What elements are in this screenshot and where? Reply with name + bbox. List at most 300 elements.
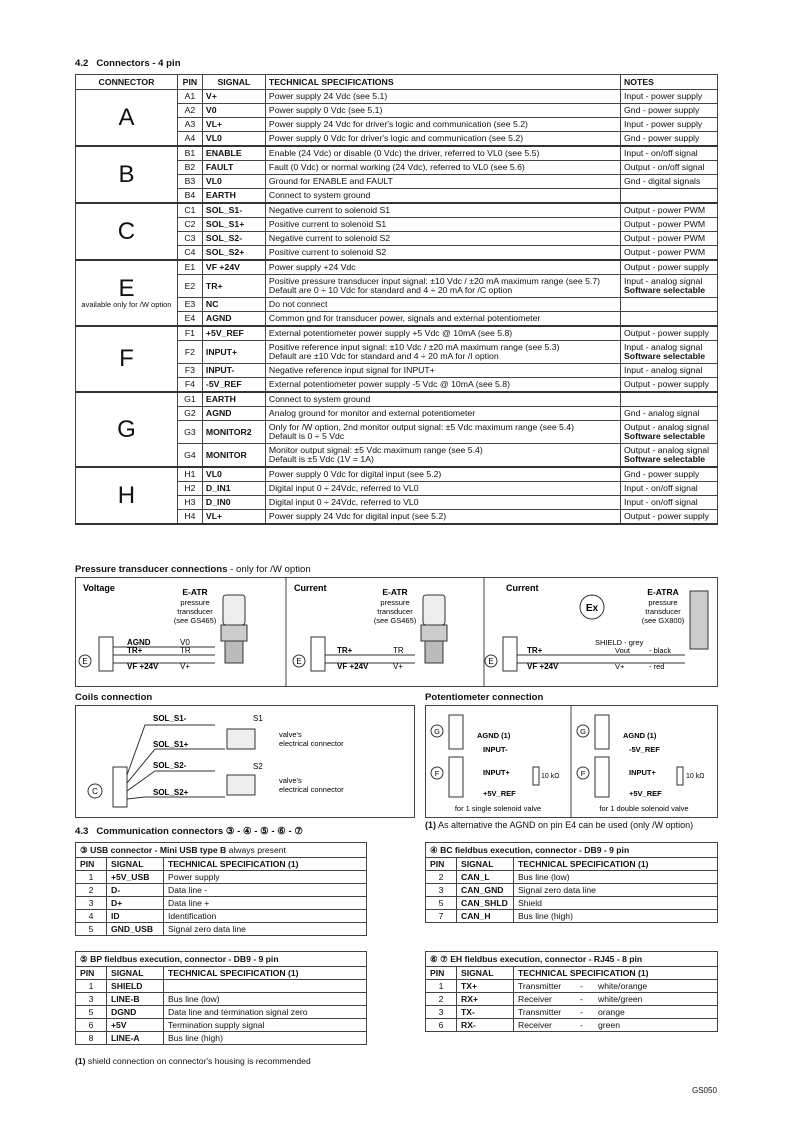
svg-text:Ex: Ex	[585, 603, 599, 614]
pin-cell: E4	[177, 312, 202, 327]
table-row	[426, 871, 718, 884]
pin-cell: B2	[177, 161, 202, 175]
pin-cell: 4	[76, 910, 107, 923]
spec-cell	[265, 341, 620, 364]
svg-text:Vout: Vout	[615, 646, 631, 655]
spec-text: Negative current to solenoid S1	[268, 205, 391, 216]
pin-cell: E2	[177, 275, 202, 298]
spec-cell	[265, 378, 620, 393]
spec-text-2: Default are 0 ÷ 10 Vdc for standard and 4 ÷ 20 mA for /C option	[268, 285, 513, 295]
signal-cell: CAN_H	[457, 910, 514, 923]
table-title: USB connector - Mini USB type B	[90, 844, 227, 855]
signal-cell: MONITOR	[202, 444, 265, 468]
signal-cell: SOL_S1+	[202, 218, 265, 232]
pin-cell: 2	[426, 871, 457, 884]
pin-cell: 3	[426, 884, 457, 897]
notes-cell	[621, 90, 718, 104]
svg-text:10 kΩ: 10 kΩ	[686, 773, 705, 780]
svg-text:G: G	[580, 727, 586, 736]
spec-cell	[265, 218, 620, 232]
connector-letter	[76, 90, 178, 147]
spec-text: Connect to system ground	[268, 190, 371, 201]
spec-cell	[265, 275, 620, 298]
svg-text:valve's: valve's	[279, 730, 302, 739]
svg-text:Current: Current	[294, 583, 327, 593]
connector-letter-text: H	[117, 481, 136, 509]
svg-text:Current: Current	[506, 583, 539, 593]
pin-cell: G1	[177, 392, 202, 407]
svg-text:C: C	[92, 787, 98, 796]
spec-text: Positive reference input signal: ±10 Vdc / ±20 mA maximum range (see 5.3)	[268, 342, 560, 353]
pin-cell: F4	[177, 378, 202, 393]
spec-cell: Power supply	[164, 871, 367, 884]
notes-text: Input - analog signal	[624, 365, 703, 376]
spec-cell	[265, 421, 620, 444]
page-code: GS050	[692, 1086, 717, 1095]
notes-cell	[621, 341, 718, 364]
signal-cell: EARTH	[202, 392, 265, 407]
notes-text: Output - power supply	[624, 262, 709, 273]
spec-cell: Data line +	[164, 897, 367, 910]
svg-text:VF +24V: VF +24V	[337, 662, 369, 671]
spec-text: Positive current to solenoid S2	[268, 247, 387, 258]
signal-cell: EARTH	[202, 189, 265, 204]
pin-cell: 6	[76, 1019, 107, 1032]
svg-text:INPUT-: INPUT-	[483, 745, 508, 754]
table-row	[426, 910, 718, 923]
pin-cell: H2	[177, 482, 202, 496]
spec-cell	[265, 482, 620, 496]
spec-cell	[265, 392, 620, 407]
current-panel-2	[485, 583, 708, 671]
signal-cell: D_IN0	[202, 496, 265, 510]
column-header: CONNECTOR	[76, 75, 178, 90]
spec-cell	[265, 161, 620, 175]
coils-diagram	[75, 705, 415, 818]
notes-text-2: Software selectable	[624, 285, 706, 295]
spec-cell: Shield	[514, 897, 718, 910]
table-title: EH fieldbus execution, connector - RJ45 - 8 pin	[450, 953, 643, 964]
spec-text: Ground for ENABLE and FAULT	[268, 176, 393, 187]
column-header: TECHNICAL SPECIFICATIONS	[265, 75, 620, 90]
spec-cell	[265, 260, 620, 275]
notes-text: Input - on/off signal	[624, 148, 698, 159]
pin-cell: G3	[177, 421, 202, 444]
column-header: SIGNAL	[457, 858, 514, 871]
spec-text: Positive pressure transducer input signal: ±10 Vdc / ±20 mA maximum range (see 5.7)	[268, 276, 601, 287]
section-4-3-title: 4.3 Communication connectors ③ - ④ - ⑤ - ⑥ - ⑦	[75, 826, 303, 837]
spec-text: External potentiometer power supply -5 Vdc @ 10mA (see 5.8)	[268, 379, 511, 390]
potentiometer-diagram	[425, 705, 718, 818]
eh-table	[425, 951, 718, 1032]
table-caption	[76, 843, 367, 858]
svg-text:transducer: transducer	[377, 607, 413, 616]
signal-cell: V0	[202, 104, 265, 118]
notes-cell	[621, 467, 718, 482]
pin-cell: C2	[177, 218, 202, 232]
table-caption-row	[426, 952, 718, 967]
table-number: ⑥ ⑦	[430, 953, 448, 964]
svg-text:pressure: pressure	[648, 598, 678, 607]
table-row	[76, 910, 367, 923]
signal-cell: CAN_L	[457, 871, 514, 884]
column-header: SIGNAL	[107, 967, 164, 980]
table-row	[76, 884, 367, 897]
signal-cell: CAN_GND	[457, 884, 514, 897]
signal-cell: +5V_REF	[202, 326, 265, 341]
notes-cell	[621, 421, 718, 444]
signal-cell: SOL_S2+	[202, 246, 265, 261]
notes-text: Output - power PWM	[624, 205, 706, 216]
notes-cell	[621, 146, 718, 161]
pin-cell: B3	[177, 175, 202, 189]
spec-cell	[514, 1006, 718, 1019]
spec-text: Digital input 0 ÷ 24Vdc, referred to VL0	[268, 497, 419, 508]
table-row	[76, 1006, 367, 1019]
spec-cell	[265, 510, 620, 525]
signal-cell: VL0	[202, 175, 265, 189]
spec-color: orange	[598, 1006, 625, 1017]
column-header: SIGNAL	[457, 967, 514, 980]
svg-text:for 1 single solenoid valve: for 1 single solenoid valve	[454, 804, 542, 813]
table-row	[76, 871, 367, 884]
signal-cell: LINE-A	[107, 1032, 164, 1045]
svg-text:SOL_S1+: SOL_S1+	[153, 740, 189, 749]
notes-text: Gnd - digital signals	[624, 176, 701, 187]
signal-cell: RX-	[457, 1019, 514, 1032]
table-row	[76, 980, 367, 993]
spec-cell	[514, 980, 718, 993]
spec-color: white/green	[598, 993, 643, 1004]
svg-text:E-ATRA: E-ATRA	[647, 587, 679, 597]
spec-cell	[265, 203, 620, 218]
pin-cell: F1	[177, 326, 202, 341]
signal-cell: +5V	[107, 1019, 164, 1032]
signal-cell: ENABLE	[202, 146, 265, 161]
notes-text: Gnd - power supply	[624, 133, 700, 144]
spec-text-2: Default is ±5 Vdc (1V = 1A)	[268, 454, 374, 464]
pin-cell: A2	[177, 104, 202, 118]
notes-cell	[621, 378, 718, 393]
table-title: BP fieldbus execution, connector - DB9 - 9 pin	[90, 953, 279, 964]
spec-text: Positive current to solenoid S1	[268, 219, 387, 230]
svg-text:V0: V0	[180, 638, 190, 647]
notes-cell	[621, 312, 718, 327]
usb-table	[75, 842, 367, 936]
svg-text:+5V_REF: +5V_REF	[629, 789, 662, 798]
svg-text:E: E	[488, 657, 494, 666]
signal-cell: AGND	[202, 407, 265, 421]
spec-cell	[265, 444, 620, 468]
column-header: NOTES	[621, 75, 718, 90]
pin-cell: 1	[76, 871, 107, 884]
notes-text: Input - power supply	[624, 91, 703, 102]
table-caption	[426, 952, 718, 967]
pin-cell: A4	[177, 132, 202, 147]
pin-cell: E1	[177, 260, 202, 275]
voltage-panel	[79, 583, 247, 671]
spec-cell	[265, 146, 620, 161]
table-title: BC fieldbus execution, connector - DB9 - 9 pin	[440, 844, 630, 855]
svg-text:valve's: valve's	[279, 776, 302, 785]
column-header: TECHNICAL SPECIFICATION (1)	[514, 967, 718, 980]
spec-text: External potentiometer power supply +5 Vdc @ 10mA (see 5.8)	[268, 328, 513, 339]
signal-cell: +5V_USB	[107, 871, 164, 884]
connector-letter-text: C	[117, 217, 136, 245]
notes-cell	[621, 407, 718, 421]
notes-text: Input - on/off signal	[624, 483, 698, 494]
table-caption-row	[76, 952, 367, 967]
table-row	[76, 993, 367, 1006]
spec-text: Power supply 0 Vdc (see 5.1)	[268, 105, 383, 116]
spec-cell	[265, 496, 620, 510]
pin-cell: 3	[76, 993, 107, 1006]
column-header: TECHNICAL SPECIFICATION (1)	[514, 858, 718, 871]
svg-text:S1: S1	[253, 714, 263, 723]
svg-text:transducer: transducer	[645, 607, 681, 616]
spec-cell	[265, 246, 620, 261]
spec-cell	[514, 1019, 718, 1032]
spec-text: Do not connect	[268, 299, 328, 310]
table-row	[76, 260, 718, 275]
pin-cell: F3	[177, 364, 202, 378]
column-header: TECHNICAL SPECIFICATION (1)	[164, 967, 367, 980]
spec-cell	[265, 312, 620, 327]
spec-cell: Bus line (high)	[164, 1032, 367, 1045]
spec-cell: Bus line (low)	[164, 993, 367, 1006]
connector-letter-text: G	[117, 415, 136, 443]
svg-text:- black: - black	[649, 646, 672, 655]
notes-text: Output - power PWM	[624, 233, 706, 244]
spec-cell	[514, 993, 718, 1006]
spec-text: Negative reference input signal for INPUT+	[268, 365, 435, 376]
header-row	[426, 967, 718, 980]
signal-cell: CAN_SHLD	[457, 897, 514, 910]
pin-cell: 7	[426, 910, 457, 923]
signal-cell: SOL_S2-	[202, 232, 265, 246]
svg-text:F: F	[580, 769, 586, 778]
notes-cell	[621, 104, 718, 118]
table-row	[426, 993, 718, 1006]
svg-text:SHIELD - grey: SHIELD - grey	[595, 638, 644, 647]
spec-dash: -	[580, 1019, 583, 1030]
pressure-transducer-diagram	[75, 577, 718, 687]
column-header: PIN	[76, 967, 107, 980]
spec-text-2: Default are ±10 Vdc for standard and 4 ÷ 20 mA for /I option	[268, 351, 499, 361]
spec-cell	[265, 90, 620, 104]
svg-text:pressure: pressure	[180, 598, 210, 607]
notes-text: Output - power supply	[624, 511, 709, 522]
table-caption	[76, 952, 367, 967]
spec-cell	[265, 298, 620, 312]
table-suffix: always present	[226, 844, 286, 855]
connector-letter-text: A	[118, 103, 135, 131]
spec-text: Power supply 24 Vdc for driver's logic and communication (see 5.2)	[268, 119, 528, 130]
notes-text: Output - analog signal	[624, 422, 710, 433]
notes-cell	[621, 161, 718, 175]
section-4-2-title: 4.2 Connectors - 4 pin	[75, 58, 181, 69]
signal-cell: V+	[202, 90, 265, 104]
notes-text-2: Software selectable	[624, 454, 706, 464]
pin-cell: H3	[177, 496, 202, 510]
signal-cell: SOL_S1-	[202, 203, 265, 218]
signal-cell: TX-	[457, 1006, 514, 1019]
pin-cell: C4	[177, 246, 202, 261]
spec-text: Only for /W option, 2nd monitor output signal: ±5 Vdc maximum range (see 5.4)	[268, 422, 575, 433]
pin-cell: G2	[177, 407, 202, 421]
signal-cell: TX+	[457, 980, 514, 993]
svg-text:AGND (1): AGND (1)	[477, 731, 511, 740]
pin-cell: 3	[76, 897, 107, 910]
spec-color: green	[598, 1019, 620, 1030]
notes-cell	[621, 175, 718, 189]
header-row	[76, 858, 367, 871]
signal-cell: INPUT-	[202, 364, 265, 378]
header-row	[76, 967, 367, 980]
spec-cell: Data line and termination signal zero	[164, 1006, 367, 1019]
pin-cell: F2	[177, 341, 202, 364]
signal-cell: MONITOR2	[202, 421, 265, 444]
column-header: PIN	[177, 75, 202, 90]
spec-cell	[265, 104, 620, 118]
svg-text:G: G	[434, 727, 440, 736]
table-row	[76, 923, 367, 936]
notes-cell	[621, 496, 718, 510]
svg-text:V+: V+	[393, 662, 404, 671]
pin-cell: 5	[426, 897, 457, 910]
svg-text:TR: TR	[180, 646, 191, 655]
notes-cell	[621, 444, 718, 468]
spec-text: Connect to system ground	[268, 394, 371, 405]
svg-text:SOL_S1-: SOL_S1-	[153, 714, 187, 723]
spec-cell: Identification	[164, 910, 367, 923]
table-caption-row	[76, 843, 367, 858]
pin-cell: 1	[76, 980, 107, 993]
notes-cell	[621, 482, 718, 496]
svg-text:(see GS465): (see GS465)	[373, 616, 417, 625]
notes-text: Input - power supply	[624, 119, 703, 130]
signal-cell: D_IN1	[202, 482, 265, 496]
notes-cell	[621, 326, 718, 341]
device-name: E-ATR	[182, 587, 208, 597]
signal-cell: VL0	[202, 467, 265, 482]
svg-text:INPUT+: INPUT+	[629, 768, 656, 777]
svg-text:TR: TR	[393, 646, 404, 655]
svg-text:(see GX800): (see GX800)	[641, 616, 685, 625]
signal-cell: GND_USB	[107, 923, 164, 936]
spec-role: Receiver	[518, 1019, 552, 1030]
spec-text: Power supply +24 Vdc	[268, 262, 356, 273]
svg-text:V+: V+	[180, 662, 191, 671]
connector-letter-text: F	[119, 345, 134, 372]
pin-cell: B1	[177, 146, 202, 161]
table-number: ⑤	[80, 953, 88, 964]
spec-dash: -	[580, 993, 583, 1004]
table-row	[76, 1019, 367, 1032]
signal-cell: TR+	[202, 275, 265, 298]
svg-text:TR+: TR+	[337, 646, 353, 655]
notes-cell	[621, 392, 718, 407]
svg-text:AGND (1): AGND (1)	[623, 731, 657, 740]
spec-text: Power supply 0 Vdc for digital input (see 5.2)	[268, 469, 442, 480]
svg-text:SOL_S2+: SOL_S2+	[153, 788, 189, 797]
column-header: SIGNAL	[107, 858, 164, 871]
footnote: (1) shield connection on connector's housing is recommended	[75, 1056, 311, 1066]
notes-text: Output - power PWM	[624, 219, 706, 230]
spec-text: Monitor output signal: ±5 Vdc maximum range (see 5.4)	[268, 445, 483, 456]
column-header: PIN	[426, 858, 457, 871]
signal-cell: D-	[107, 884, 164, 897]
spec-text: Analog ground for monitor and external potentiometer	[268, 408, 476, 419]
notes-text: Gnd - analog signal	[624, 408, 700, 419]
notes-text: Output - power supply	[624, 328, 709, 339]
column-header: TECHNICAL SPECIFICATION (1)	[164, 858, 367, 871]
pin-cell: E3	[177, 298, 202, 312]
svg-text:TR+: TR+	[127, 646, 143, 655]
table-row	[76, 203, 718, 218]
pin-cell: A3	[177, 118, 202, 132]
table-row	[426, 1019, 718, 1032]
spec-cell	[265, 118, 620, 132]
svg-text:electrical connector: electrical connector	[279, 739, 344, 748]
spec-text: Common gnd for transducer power, signals and external potentiometer	[268, 313, 541, 324]
signal-cell: RX+	[457, 993, 514, 1006]
svg-text:S2: S2	[253, 762, 263, 771]
pin-cell: 2	[76, 884, 107, 897]
connector-letter	[76, 392, 178, 467]
pin-cell: 6	[426, 1019, 457, 1032]
svg-text:INPUT+: INPUT+	[483, 768, 510, 777]
notes-text: Input - on/off signal	[624, 497, 698, 508]
bc-table	[425, 842, 718, 923]
signal-cell: AGND	[202, 312, 265, 327]
svg-text:V+: V+	[615, 662, 625, 671]
agnd-note: (1) As alternative the AGND on pin E4 can be used (only /W option)	[425, 820, 694, 830]
svg-text:(see GS465): (see GS465)	[173, 616, 217, 625]
spec-cell	[265, 364, 620, 378]
spec-cell	[265, 467, 620, 482]
connectors-table	[75, 74, 718, 525]
svg-text:for 1 double solenoid valve: for 1 double solenoid valve	[599, 804, 689, 813]
spec-text: Negative current to solenoid S2	[268, 233, 391, 244]
current-panel-1	[293, 583, 447, 671]
spec-color: white/orange	[598, 980, 648, 991]
spec-cell	[265, 189, 620, 204]
svg-text:- red: - red	[649, 662, 665, 671]
connector-sub: available only for /W option	[81, 300, 172, 310]
spec-text: Digital input 0 ÷ 24Vdc, referred to VL0	[268, 483, 419, 494]
notes-cell	[621, 275, 718, 298]
svg-text:SOL_S2-: SOL_S2-	[153, 761, 187, 770]
table-row	[76, 146, 718, 161]
notes-cell	[621, 298, 718, 312]
header-row	[426, 858, 718, 871]
panel-title: Voltage	[83, 583, 115, 593]
table-row	[426, 884, 718, 897]
connector-letter	[76, 467, 178, 524]
notes-cell	[621, 260, 718, 275]
column-header: PIN	[76, 858, 107, 871]
spec-cell	[265, 326, 620, 341]
spec-text-2: Default is 0 ÷ 5 Vdc	[268, 431, 345, 441]
signal-cell: VL0	[202, 132, 265, 147]
pin-cell: 1	[426, 980, 457, 993]
spec-cell: Bus line (low)	[514, 871, 718, 884]
signal-cell: NC	[202, 298, 265, 312]
svg-text:E: E	[296, 657, 302, 666]
spec-cell: Signal zero data line	[164, 923, 367, 936]
notes-cell	[621, 364, 718, 378]
